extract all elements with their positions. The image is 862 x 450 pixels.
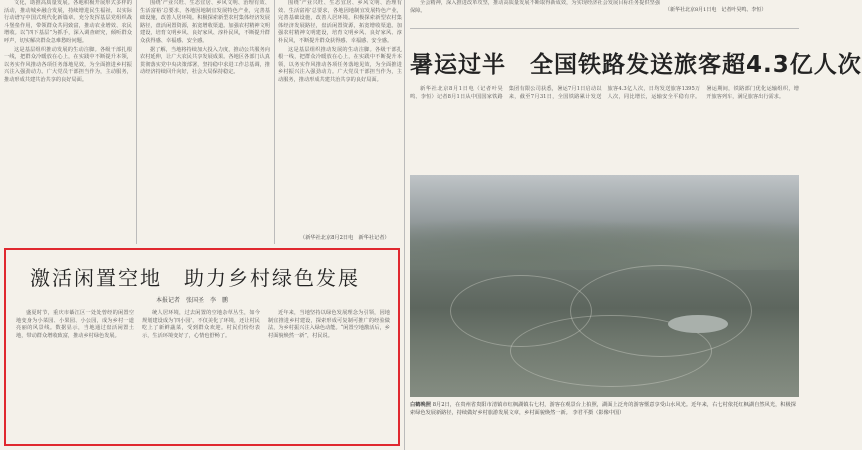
article-column-right-top [410,0,660,22]
column-rule [136,0,137,244]
article-column-railway [410,86,799,170]
headline-railway: 暑运过半 全国铁路发送旅客超4.3亿人次 [410,52,862,78]
section-rule [410,28,799,29]
article-column-mid-top [140,0,270,244]
photo-lake [668,315,728,333]
column-rule [404,0,405,450]
column-text: 统人居环境，过去闲置的空地杂草丛生，如今规划建设成为‘四小园’，不仅美化了环境，还让村民吃上了新鲜蔬菜，受到群众欢迎。村民们纷纷表示，生活环境变好了，心情也舒畅了。 [142,310,260,339]
article-byline: 本报记者 张国圣 李 鹏 [156,297,229,304]
boxed-column-2 [142,310,260,442]
caption-label: 白鹤晚照 [410,402,431,408]
article-column-mid-right [278,0,402,232]
column-text: 围绕‘产业兴旺、生态宜居、乡风文明、治理有效、生活富裕’总要求，各地因地制宜发展特色产业，完善基础设施，改善人居环境。积极探索新型农村集体经济发展路径，盘活闲置资源，拓宽增收渠道。加强农村精神文明建设，培育文明乡风、良好家风、淳朴民风，不断提升群众获得感、幸福感、安全感。 [140,0,270,44]
column-rule [274,0,275,244]
photo-hills [410,210,799,270]
boxed-column-3 [268,310,390,442]
dateline-credit: （新华社北京8月2日电 新华社记者） [300,235,390,241]
photo-caption [410,402,796,417]
right-top-credit: （新华社北京8月1日电 记者叶昊鸣、李恒） [665,7,767,13]
landscape-photo [410,175,799,397]
boxed-column-1 [16,310,134,442]
column-text: 围绕‘产业兴旺、生态宜居、乡风文明、治理有效、生活富裕’总要求，各地因地制宜发展特色产业，完善基础设施，改善人居环境。积极探索新型农村集体经济发展路径，盘活闲置资源，拓宽增收渠道。加强农村精神文明建设，培育文明乡风、良好家风、淳朴民风，不断提升群众获得感、幸福感、安全感。 [278,0,402,44]
article-column-left-top [4,0,132,244]
caption-text: 8月2日，在贵州省贵阳市清镇市红枫湖镇右七村，游客在观景台上拍照，湖面上泛舟的游客惬意享受山水风光。近年来，右七村依托红枫湖自然风光，积极探索绿色发展新路径，持续做好乡村旅游发展文章，乡村面貌焕然一新。 [410,402,796,416]
column-text: 据了解，当地将持续加大投入力度，推动公共服务向农村延伸，让广大农民共享发展成果。各地区各部门认真贯彻落实党中央决策部署，坚持稳中求进工作总基调，推动经济持续回升向好，社会大局保持稳定。 [140,46,270,76]
column-text: 全会精神，深入推进改革攻坚，推动高质量发展不断取得新成效，为实现经济社会发展目标任务提供坚强保障。 [410,0,660,14]
highlighted-article [4,248,400,446]
column-text: 这是基层组织推动发展的生动注脚。各级干部扎根一线，把群众冷暖放在心上，在实践中不断提升本领，以务实作风推动各项任务落地见效，为全面推进乡村振兴注入强劲动力。广大党员干部担当作为，主动服务，推动形成共建共治共享的良好局面。 [278,46,402,83]
column-text: 文化，助推高质量发展。各地积极开展形式多样的活动，推动城乡融合发展，持续增进民生福祉，以实际行动谱写中国式现代化新篇章。充分发挥基层党组织战斗堡垒作用，带领群众共同致富，推动农业增效、农民增收。以“四下基层”为抓手，深入调查研究，倾听群众呼声，切实解决群众急难愁盼问题。 [4,0,132,44]
column-text: 新华社北京8月1日电（记者叶昊鸣、李恒）记者8月1日从中国国家铁路集团有限公司获悉，暑运7月1日启动以来，截至7月31日，全国铁路累计发送旅客4.3亿人次，日均发送旅客1395万人次，同比增长，运输安全平稳有序。暑运期间，铁路部门优化运输组织，增开旅客列车，满足旅客出行需求。 [410,86,799,100]
article-title: 激活闲置空地 助力乡村绿色发展 [30,266,360,290]
column-text: 近年来，当地坚持以绿色发展理念为引领，因地制宜推进乡村建设，探索形成可复制可推广的经验做法，为乡村振兴注入绿色动能。“闲置空地激活后，乡村面貌焕然一新”，村民说。 [268,310,390,339]
column-text: 盛夏时节，重庆市綦江区一处处曾经的闲置空地变身为小菜园、小果园、小公园，成为乡村一道亮丽的风景线。数据显示，当地通过盘活闲置土地，带动群众增收致富，推动乡村绿色发展。 [16,310,134,339]
column-text: 这是基层组织推动发展的生动注脚。各级干部扎根一线，把群众冷暖放在心上，在实践中不断提升本领，以务实作风推动各项任务落地见效，为全面推进乡村振兴注入强劲动力。广大党员干部担当作为，主动服务，推动形成共建共治共享的良好局面。 [4,46,132,83]
caption-credit: 李君平摄（影像中国） [572,409,625,416]
